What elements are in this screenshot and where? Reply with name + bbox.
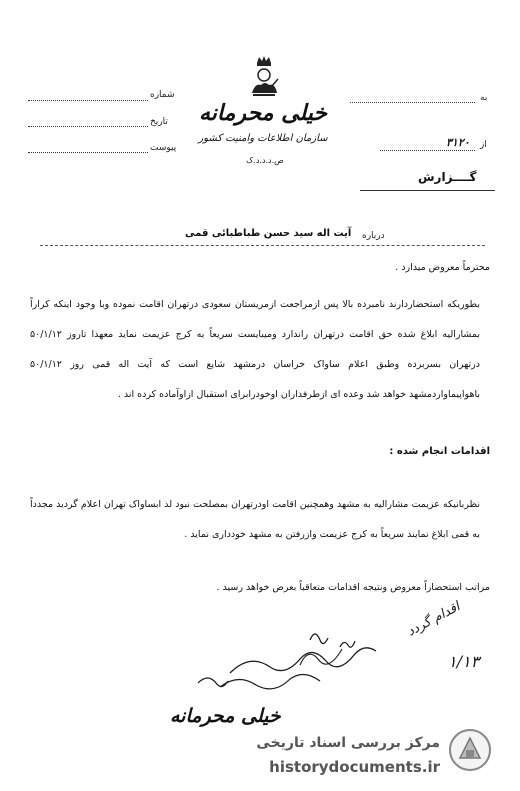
subject-value: آیت اله سید حسن طباطبائی قمی	[185, 228, 352, 239]
subject-label: درباره	[362, 231, 385, 241]
watermark-url: historydocuments.ir	[269, 758, 440, 776]
date-field-line	[28, 126, 148, 127]
margin-date: ۱/۱۳	[448, 652, 480, 671]
footer-classification-stamp: خیلی محرمانه	[170, 705, 281, 727]
to-label: به	[480, 93, 488, 103]
handwritten-signature-icon	[190, 625, 420, 710]
from-value: ۳۱۲۰	[446, 136, 470, 149]
classification-title: خیلی محرمانه	[198, 100, 328, 126]
salutation: محترماً معروض میدارد .	[395, 262, 490, 273]
watermark-title: مرکز بررسی اسناد تاریخی	[256, 735, 440, 751]
report-title: گــــزارش	[418, 170, 477, 184]
margin-note: اقدام گردد	[404, 599, 463, 640]
document-code: ص.د.د.د.ک	[246, 156, 284, 165]
closing-sentence: مراتب استحضاراً معروض ونتیجه اقدامات متعاقباً بعرض خواهد رسید .	[216, 582, 490, 593]
report-title-rule	[360, 190, 495, 191]
attachment-label: پیوست	[150, 143, 177, 153]
lion-and-sun-emblem-icon	[247, 55, 281, 99]
number-label: شماره	[150, 90, 175, 100]
number-field-line	[28, 100, 148, 101]
body-paragraph-1: بطوریکه استحضاردارند نامبرده بالا پس ازمراجعت ازمریستان سعودی درتهران اقامت نموده وبا وجود اینکه کراراً بمشارالیه ابلاغ شده حق اقامت درتهران راندارد ومیبایست سریعاً به کرج عزیمت نماید معهذا تاروز ۵۰/۱/۱۲ درتهران بسربرده وطبق اعلام ساواک خراسان درمشهد شایع است که آیت اله قمی روز ۵۰/۱/۱۲ باهواپیماواردمشهد خواهد شد وعده ای ازطرفداران اوخودرابرای استقبال ازاوآماده کرده اند .	[30, 299, 480, 400]
actions-heading: اقدامات انجام شده :	[389, 446, 490, 457]
archive-logo-icon	[448, 728, 492, 772]
attachment-field-line	[28, 152, 148, 153]
from-label: از	[480, 140, 487, 150]
to-field-line	[350, 102, 475, 103]
subject-underline	[40, 245, 485, 246]
from-field-line	[380, 150, 475, 151]
organization-name: سازمان اطلاعات وامنیت کشور	[198, 133, 328, 144]
body-paragraph-2: نظربانیکه عزیمت مشارالیه به مشهد وهمچنین اقامت اودرتهران بمصلحت نبود لذ ابساواک تهران اعلام گردید مجدداً به قمی ابلاغ نمایند سریعاً به کرج عزیمت وازرفتن به مشهد خودداری نماید .	[30, 499, 480, 540]
date-label: تاریخ	[150, 117, 168, 127]
